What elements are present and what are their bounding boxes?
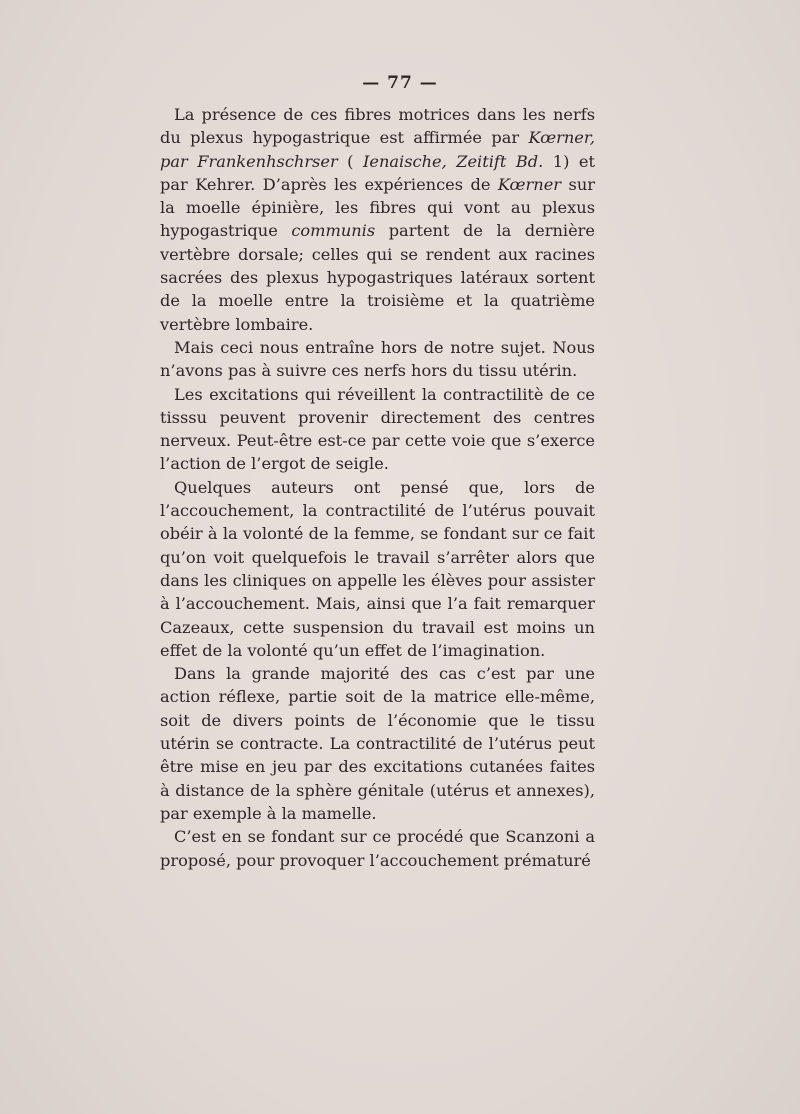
author-name: Kœrner — [497, 174, 562, 194]
paragraph-1 — [160, 103, 595, 336]
paragraph-1-text: 1) et par Kehrer. D’après les expériences de — [160, 151, 595, 194]
paragraph-1-text: sur la moelle épinière, les fibres qui vont au plexus hypogastrique — [160, 174, 595, 241]
author-names: Kœrner, par Frankenhschrser — [160, 128, 595, 171]
journal-reference: Ienaische, Zeitift Bd. — [362, 151, 544, 171]
page-number: — 77 — — [362, 73, 438, 93]
paragraph-1-text: La présence de ces fibres motrices dans les nerfs du plexus hypogastrique est affirmée par — [160, 105, 595, 148]
paragraph-4: Quelques auteurs ont pensé que, lors de l’accouchement, la contractilité de l’utérus pouvait obéir à la volonté de la femme, se fondant sur ce fait qu’on voit quelquefois le travail s’arrêter alors que dans les cliniques on appelle les élèves pour assister à l’accouchement. Mais, ainsi que l’a fait remarquer Cazeaux, cette suspension du travail est moins un effet de la volonté qu’un effet de l’imagination. — [160, 477, 595, 660]
paragraph-1-text: ( — [337, 151, 363, 171]
paragraph-1-text: partent de la dernière vertèbre dorsale; celles qui se rendent aux racines sacrées des plexus hypogastriques latéraux sortent de la moelle entre la troisième et la quatrième vertèbre lombaire. — [160, 221, 595, 334]
paragraph-5: Dans la grande majorité des cas c’est par une action réflexe, partie soit de la matrice elle-même, soit de divers points de l’économie que le tissu utérin se contracte. La contractilité de l’utérus peut être mise en jeu par des excitations cutanées faites à distance de la sphère génitale (utérus et annexes), par exemple à la mamelle. — [160, 664, 595, 823]
paragraph-2: Mais ceci nous entraîne hors de notre sujet. Nous n’avons pas à suivre ces nerfs hors du tissu utérin. — [160, 337, 595, 381]
latin-term: communis — [291, 221, 376, 241]
paragraph-3: Les excitations qui réveillent la contractilitè de ce tisssu peuvent provenir directement des centres nerveux. Peut-être est-ce par cette voie que s’exerce l’action de l’ergot de seigle. — [160, 384, 595, 474]
body-text — [160, 103, 595, 872]
paragraph-6: C’est en se fondant sur ce procédé que Scanzoni a proposé, pour provoquer l’accouchement prématuré — [160, 827, 595, 870]
